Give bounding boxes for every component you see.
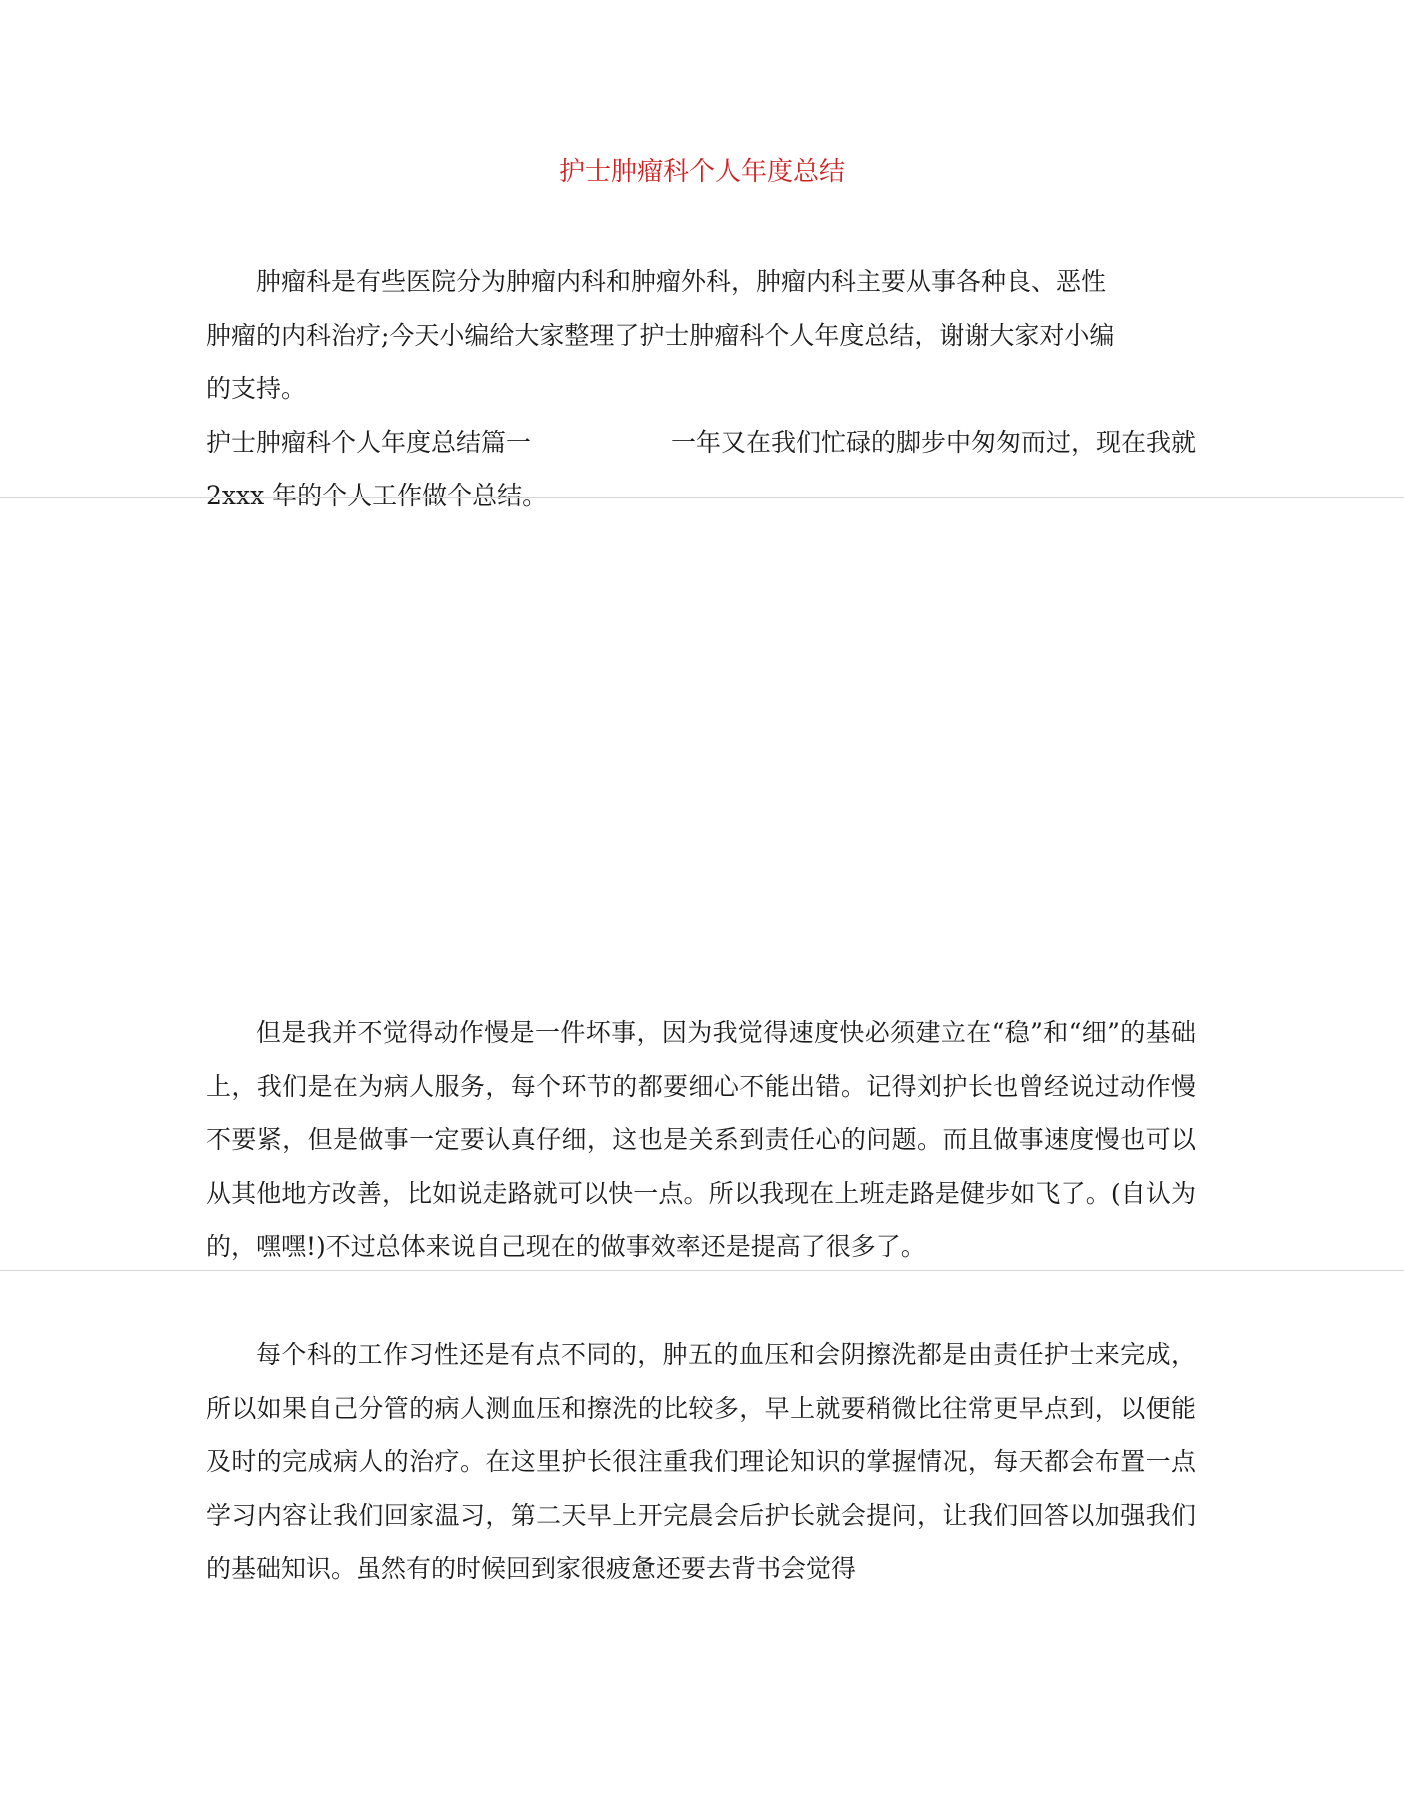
intro-line-2: 肿瘤的内科治疗;今天小编给大家整理了护士肿瘤科个人年度总结，谢谢大家对小编 [206,320,1115,350]
body-paragraph-2: 但是我并不觉得动作慢是一件坏事，因为我觉得速度快必须建立在“稳”和“细”的基础上，我们是在为病人服务，每个环节的都要细心不能出错。记得刘护长也曾经说过动作慢不要紧，但是做事一定要认真仔细，这也是关系到责任心的问题。而且做事速度慢也可以从其他地方改善，比如说走路就可以快一点。所以我现在上班走路是健步如飞了。(自认为的，嘿嘿!)不过总体来说自己现在的做事效率还是提高了很多了。 [206,1018,1196,1261]
section-opening-text: 一年又在我们忙碌的脚步中匆匆而过，现在我就 [670,427,1196,457]
page-break-divider [0,1270,1404,1271]
intro-line-1: 肿瘤科是有些医院分为肿瘤内科和肿瘤外科，肿瘤内科主要从事各种良、恶性 [256,267,1107,296]
intro-paragraph [206,255,1196,523]
page-break-divider [0,497,1404,498]
document-title: 护士肿瘤科个人年度总结 [558,157,845,187]
section-heading: 护士肿瘤科个人年度总结篇一 [206,427,532,457]
intro-line-3: 的支持。 [206,374,307,403]
section-heading-line [206,416,1196,470]
section-opening-line-2: 2xxx 年的个人工作做个总结。 [206,481,548,510]
body-paragraph-3: 每个科的工作习性还是有点不同的，肿五的血压和会阴擦洗都是由责任护士来完成，所以如果自己分管的病人测血压和擦洗的比较多，早上就要稍微比往常更早点到，以便能及时的完成病人的治疗。在这里护长很注重我们理论知识的掌握情况，每天都会布置一点学习内容让我们回家温习，第二天早上开完晨会后护长就会提问，让我们回答以加强我们的基础知识。虽然有的时候回到家很疲惫还要去背书会觉得 [206,1340,1196,1583]
